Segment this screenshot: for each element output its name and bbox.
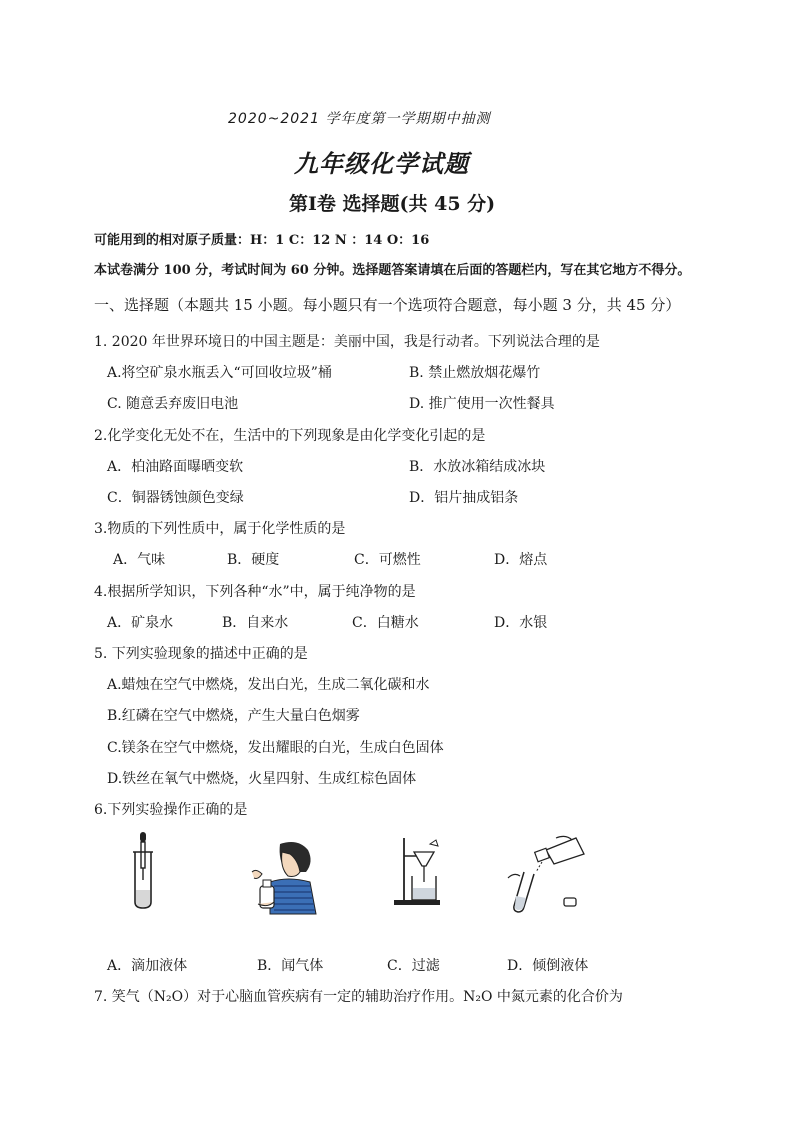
question-1-option-c: C. 随意丢弃废旧电池 (107, 396, 239, 412)
question-6-stem: 6.下列实验操作正确的是 (94, 802, 248, 818)
question-3-stem: 3.物质的下列性质中，属于化学性质的是 (94, 521, 346, 537)
question-7-stem: 7. 笑气（N₂O）对于心脑血管疾病有一定的辅助治疗作用。N₂O 中氮元素的化合价为 (94, 989, 623, 1005)
question-1-option-a: A.将空矿泉水瓶丢入“可回收垃圾”桶 (107, 365, 332, 381)
part-one-heading: 一、选择题（本题共 15 小题。每小题只有一个选项符合题意，每小题 3 分，共 45 分） (94, 296, 681, 314)
question-5-option-c: C.镁条在空气中燃烧，发出耀眼的白光，生成白色固体 (107, 740, 444, 756)
question-5-option-b: B.红磷在空气中燃烧，产生大量白色烟雾 (107, 708, 360, 724)
question-4-option-c: C．白糖水 (352, 615, 419, 631)
pouring-liquid-icon (506, 832, 588, 912)
question-2-option-a: A．柏油路面曝晒变软 (107, 459, 244, 475)
question-3-option-a: A．气味 (113, 552, 166, 568)
question-1-option-b: B. 禁止燃放烟花爆竹 (409, 365, 541, 381)
question-5-option-a: A.蜡烛在空气中燃烧，发出白光，生成二氧化碳和水 (107, 677, 430, 693)
question-2-option-b: B．水放冰箱结成冰块 (409, 459, 546, 475)
question-5-stem: 5. 下列实验现象的描述中正确的是 (94, 646, 308, 662)
question-6-option-d: D．倾倒液体 (507, 958, 589, 974)
question-4-option-a: A．矿泉水 (107, 615, 174, 631)
question-2-option-d: D．铝片抽成铝条 (409, 490, 519, 506)
question-3-option-b: B．硬度 (227, 552, 280, 568)
question-3-option-c: C．可燃性 (354, 552, 421, 568)
question-4-stem: 4.根据所学知识，下列各种“水”中，属于纯净物的是 (94, 584, 416, 600)
question-4-option-b: B．自来水 (222, 615, 289, 631)
question-6-option-a: A．滴加液体 (107, 958, 188, 974)
dropper-icon (128, 832, 158, 910)
exam-instructions: 本试卷满分 100 分，考试时间为 60 分钟。选择题答案请填在后面的答题栏内，写在其它地方不得分。 (94, 263, 691, 278)
question-3-option-d: D．熔点 (494, 552, 548, 568)
smelling-person-icon (240, 838, 320, 914)
question-6-option-c: C．过滤 (387, 958, 440, 974)
filtration-apparatus-icon (392, 834, 442, 906)
question-2-stem: 2.化学变化无处不在，生活中的下列现象是由化学变化引起的是 (94, 428, 486, 444)
question-5-option-d: D.铁丝在氧气中燃烧，火星四射、生成红棕色固体 (107, 771, 417, 787)
question-2-option-c: C．铜器锈蚀颜色变绿 (107, 490, 244, 506)
section-title: 第Ⅰ卷 选择题(共 45 分) (289, 193, 496, 215)
question-1-option-d: D. 推广使用一次性餐具 (409, 396, 555, 412)
question-1-stem: 1. 2020 年世界环境日的中国主题是：美丽中国，我是行动者。下列说法合理的是 (94, 334, 600, 350)
paper-title: 九年级化学试题 (294, 150, 469, 178)
question-6-option-b: B．闻气体 (257, 958, 324, 974)
school-year-heading: 2020~2021 学年度第一学期期中抽测 (228, 111, 491, 127)
question-4-option-d: D．水银 (494, 615, 548, 631)
atomic-mass-note: 可能用到的相对原子质量：H：1 C：12 N ：14 O：16 (94, 233, 430, 248)
